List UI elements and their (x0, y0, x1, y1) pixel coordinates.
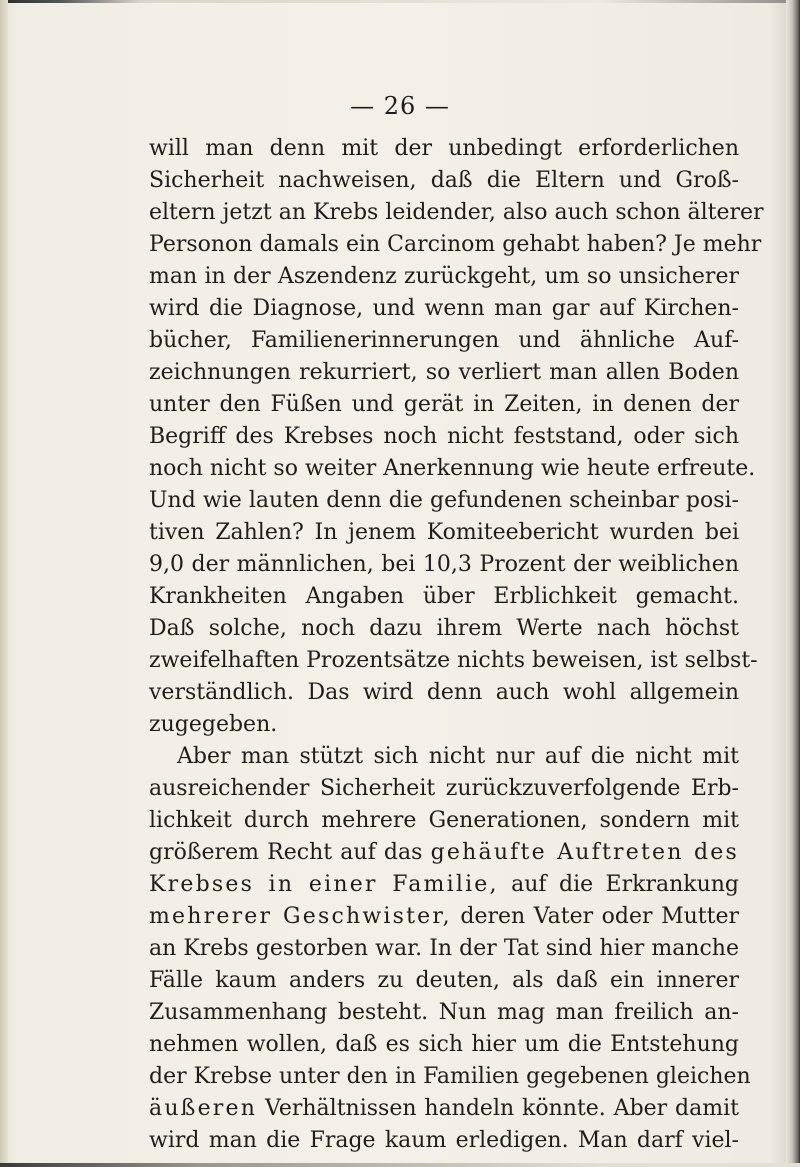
text-line (149, 325, 739, 357)
line-text: auf die Erkrankung (498, 872, 739, 897)
line-text: Begriff des Krebses noch nicht feststand, oder sich (149, 424, 739, 449)
line-text: größerem Recht auf das (149, 840, 431, 865)
line-text: ausreichender Sicherheit zurückzuverfolgende Erb- (149, 776, 739, 801)
emphasized-text: mehrerer Geschwister, (149, 904, 452, 929)
text-line (149, 165, 739, 197)
line-text: tiven Zahlen? In jenem Komiteebericht wurden bei (149, 520, 739, 545)
text-line (149, 1125, 739, 1157)
text-line (149, 709, 739, 741)
text-line (149, 805, 739, 837)
line-text: an Krebs gestorben war. In der Tat sind hier manche (149, 936, 739, 961)
text-line (149, 741, 739, 773)
text-line (149, 965, 739, 997)
line-text: Zusammenhang besteht. Nun mag man freilich an- (149, 1000, 739, 1025)
line-text: Aber man stützt sich nicht nur auf die nicht mit (177, 744, 739, 769)
text-line (149, 581, 739, 613)
text-line (149, 453, 756, 485)
text-line (149, 517, 739, 549)
line-text: Sicherheit nachweisen, daß die Eltern und Groß- (149, 168, 739, 193)
text-line (149, 677, 739, 709)
line-text: Verhältnissen handeln könnte. Aber damit (257, 1096, 739, 1121)
line-text: Daß solche, noch dazu ihrem Werte nach höchst (149, 616, 739, 641)
text-line (149, 485, 739, 517)
line-text: Und wie lauten denn die gefundenen scheinbar posi- (149, 488, 739, 513)
text-line (149, 773, 739, 805)
text-line (149, 837, 739, 869)
line-text: bücher, Familienerinnerungen und ähnliche Auf- (149, 328, 739, 353)
text-line (149, 389, 739, 421)
line-text: verständlich. Das wird denn auch wohl allgemein (149, 680, 739, 705)
text-line (149, 293, 739, 325)
text-line (149, 1061, 751, 1093)
body-text (149, 133, 764, 1157)
line-text: lichkeit durch mehrere Generationen, sondern mit (149, 808, 739, 833)
page-left-edge (0, 0, 8, 1167)
text-line (149, 869, 739, 901)
line-text: zeichnungen rekurriert, so verliert man allen Boden (149, 360, 739, 385)
line-text: zugegeben. (149, 712, 278, 737)
line-text: der Krebse unter den in Familien gegebenen gleichen (149, 1064, 751, 1089)
emphasized-text: äußeren (149, 1096, 258, 1121)
page-top-edge (0, 0, 800, 3)
text-line (149, 261, 739, 293)
emphasized-text: Krebses in einer Familie, (149, 872, 499, 897)
line-text: Personon damals ein Carcinom gehabt haben? Je mehr (149, 232, 762, 257)
text-line (149, 197, 764, 229)
line-text: Fälle kaum anders zu deuten, als daß ein innerer (149, 968, 739, 993)
text-line (149, 229, 762, 261)
text-line (149, 1093, 739, 1125)
text-line (149, 933, 739, 965)
page-number: — 26 — (350, 92, 450, 120)
text-line (149, 645, 758, 677)
line-text: nehmen wollen, daß es sich hier um die Entstehung (149, 1032, 739, 1057)
line-text: will man denn mit der unbedingt erforderlichen (149, 136, 739, 161)
line-text: man in der Aszendenz zurückgeht, um so unsicherer (149, 264, 739, 289)
line-text: unter den Füßen und gerät in Zeiten, in denen der (149, 392, 739, 417)
line-text: Krankheiten Angaben über Erblichkeit gemacht. (149, 584, 739, 609)
line-text: noch nicht so weiter Anerkennung wie heute erfreute. (149, 456, 756, 481)
line-text: wird man die Frage kaum erledigen. Man darf viel- (149, 1128, 739, 1153)
text-line (149, 997, 739, 1029)
text-line (149, 133, 739, 165)
text-line (149, 421, 739, 453)
page-bottom-edge (0, 1163, 800, 1167)
line-text: 9,0 der männlichen, bei 10,3 Prozent der weiblichen (149, 552, 739, 577)
text-line (149, 1029, 739, 1061)
line-text: deren Vater oder Mutter (451, 904, 739, 929)
text-line (149, 357, 739, 389)
line-text: eltern jetzt an Krebs leidender, also auch schon älterer (149, 200, 764, 225)
text-line (149, 613, 739, 645)
emphasized-text: gehäufte Auftreten des (430, 840, 739, 865)
line-text: wird die Diagnose, und wenn man gar auf Kirchen- (149, 296, 739, 321)
text-line (149, 901, 739, 933)
text-line (149, 549, 739, 581)
page-right-edge (786, 0, 800, 1167)
line-text: zweifelhaften Prozentsätze nichts beweisen, ist selbst- (149, 648, 758, 673)
